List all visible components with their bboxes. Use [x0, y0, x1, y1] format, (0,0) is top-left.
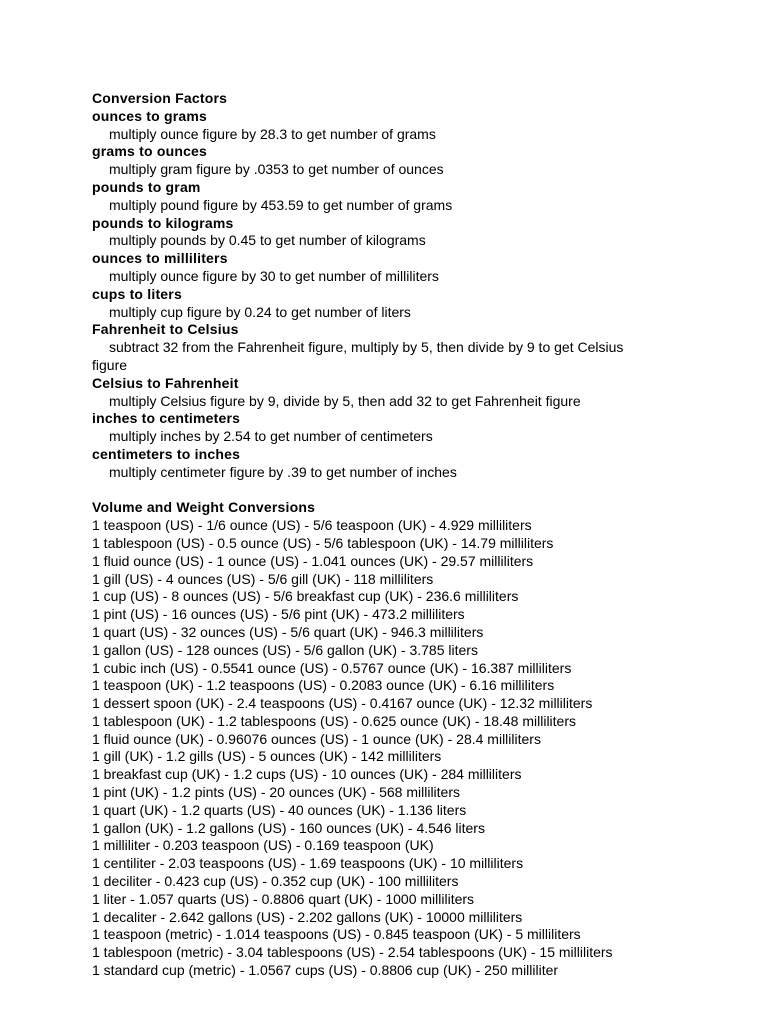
conversion-row: 1 teaspoon (metric) - 1.014 teaspoons (US) - 0.845 teaspoon (UK) - 5 milliliters — [92, 926, 581, 943]
factor-title: Celsius to Fahrenheit — [92, 374, 239, 391]
conversion-factors-list — [92, 108, 752, 482]
conversion-row: 1 breakfast cup (UK) - 1.2 cups (US) - 10 ounces (UK) - 284 milliliters — [92, 766, 522, 783]
conversion-row: 1 pint (UK) - 1.2 pints (US) - 20 ounces (UK) - 568 milliliters — [92, 784, 460, 801]
factor-title: centimeters to inches — [92, 445, 241, 462]
conversion-row: 1 cubic inch (US) - 0.5541 ounce (US) - 0.5767 ounce (UK) - 16.387 milliliters — [92, 659, 572, 676]
conversion-row: 1 tablespoon (UK) - 1.2 tablespoons (US) - 0.625 ounce (UK) - 18.48 milliliters — [92, 712, 576, 729]
conversion-row: 1 pint (US) - 16 ounces (US) - 5/6 pint (UK) - 473.2 milliliters — [92, 606, 465, 623]
conversion-row: 1 gallon (US) - 128 ounces (US) - 5/6 gallon (UK) - 3.785 liters — [92, 641, 478, 658]
factor-title: pounds to gram — [92, 178, 201, 195]
factor-description: multiply centimeter figure by .39 to get number of inches — [109, 463, 457, 480]
factor-description: multiply Celsius figure by 9, divide by 5, then add 32 to get Fahrenheit figure — [109, 392, 581, 409]
conversion-row: 1 dessert spoon (UK) - 2.4 teaspoons (US) - 0.4167 ounce (UK) - 12.32 milliliters — [92, 695, 593, 712]
conversion-row: 1 deciliter - 0.423 cup (US) - 0.352 cup (UK) - 100 milliliters — [92, 873, 459, 890]
conversion-row: 1 quart (UK) - 1.2 quarts (US) - 40 ounces (UK) - 1.136 liters — [92, 801, 467, 818]
factor-description: multiply gram figure by .0353 to get number of ounces — [109, 161, 444, 178]
conversion-row: 1 gill (UK) - 1.2 gills (US) - 5 ounces (UK) - 142 milliliters — [92, 748, 442, 765]
factor-title: inches to centimeters — [92, 410, 241, 427]
conversion-row: 1 fluid ounce (UK) - 0.96076 ounces (US) - 1 ounce (UK) - 28.4 milliliters — [92, 730, 541, 747]
factor-description: multiply pounds by 0.45 to get number of kilograms — [109, 232, 426, 249]
volume-weight-list — [92, 517, 752, 980]
factor-title: cups to liters — [92, 285, 182, 302]
conversion-row: 1 decaliter - 2.642 gallons (US) - 2.202 gallons (UK) - 10000 milliliters — [92, 908, 523, 925]
conversion-row: 1 teaspoon (UK) - 1.2 teaspoons (US) - 0.2083 ounce (UK) - 6.16 milliliters — [92, 677, 555, 694]
factor-title: Fahrenheit to Celsius — [92, 321, 239, 338]
conversion-row: 1 gallon (UK) - 1.2 gallons (US) - 160 ounces (UK) - 4.546 liters — [92, 819, 485, 836]
document-page — [92, 90, 752, 980]
factor-description: multiply ounce figure by 28.3 to get number of grams — [109, 125, 436, 142]
conversion-factors-heading: Conversion Factors — [92, 90, 228, 106]
conversion-row: 1 quart (US) - 32 ounces (US) - 5/6 quart (UK) - 946.3 milliliters — [92, 623, 484, 640]
factor-title: grams to ounces — [92, 143, 208, 160]
factor-title: ounces to grams — [92, 107, 208, 124]
conversion-row: 1 liter - 1.057 quarts (US) - 0.8806 quart (UK) - 1000 milliliters — [92, 890, 475, 907]
conversion-row: 1 milliliter - 0.203 teaspoon (US) - 0.169 teaspoon (UK) — [92, 837, 434, 854]
factor-description: multiply pound figure by 453.59 to get number of grams — [109, 196, 453, 213]
volume-weight-heading: Volume and Weight Conversions — [92, 499, 316, 516]
conversion-row: 1 gill (US) - 4 ounces (US) - 5/6 gill (UK) - 118 milliliters — [92, 570, 434, 587]
conversion-row: 1 standard cup (metric) - 1.0567 cups (US) - 0.8806 cup (UK) - 250 milliliter — [92, 962, 559, 979]
factor-title: ounces to milliliters — [92, 250, 228, 267]
factor-description: multiply ounce figure by 30 to get number of milliliters — [109, 267, 439, 284]
factor-description: multiply cup figure by 0.24 to get number of liters — [109, 303, 411, 320]
section-spacer — [92, 482, 752, 500]
conversion-row: 1 cup (US) - 8 ounces (US) - 5/6 breakfast cup (UK) - 236.6 milliliters — [92, 588, 519, 605]
conversion-row: 1 tablespoon (metric) - 3.04 tablespoons (US) - 2.54 tablespoons (UK) - 15 milliliters — [92, 944, 613, 961]
conversion-row: 1 tablespoon (US) - 0.5 ounce (US) - 5/6 tablespoon (UK) - 14.79 milliliters — [92, 534, 554, 551]
factor-title: pounds to kilograms — [92, 214, 234, 231]
conversion-row: 1 fluid ounce (US) - 1 ounce (US) - 1.041 ounces (UK) - 29.57 milliliters — [92, 552, 534, 569]
factor-description: multiply inches by 2.54 to get number of centimeters — [109, 428, 433, 445]
conversion-row: 1 teaspoon (US) - 1/6 ounce (US) - 5/6 teaspoon (UK) - 4.929 milliliters — [92, 517, 532, 534]
conversion-row: 1 centiliter - 2.03 teaspoons (US) - 1.69 teaspoons (UK) - 10 milliliters — [92, 855, 524, 872]
factor-description: subtract 32 from the Fahrenheit figure, multiply by 5, then divide by 9 to get Celsius figure — [92, 339, 624, 373]
